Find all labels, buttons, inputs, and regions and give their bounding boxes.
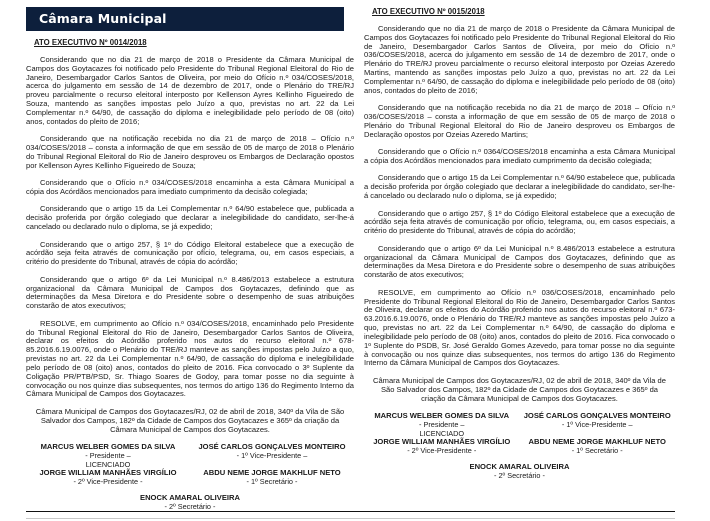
signature-1st-secretary	[520, 438, 676, 455]
signature-2nd-secretary	[364, 463, 675, 480]
signature-2nd-vice-president	[364, 438, 520, 455]
signature-note: LICENCIADO	[419, 428, 465, 438]
signature-president	[26, 443, 190, 469]
signatures	[364, 412, 675, 455]
section-title: Câmara Municipal	[39, 11, 167, 26]
act-title: ATO EXECUTIVO Nº 0014/2018	[34, 38, 147, 47]
act-paragraph: Considerando que na notificação recebida no dia 21 de março de 2018 – Ofício n.º 034/COSES/2018 – consta a informação de que em sessão de 05 de março de 2018 o Plenário do Tribunal Regional Eleitoral do Rio de Janeiro desproveu os Embargos de Declaração opostos por Kellenson Ayres Kellinho Figueiredo de Souza;	[26, 134, 354, 170]
signature-name: ENOCK AMARAL OLIVEIRA	[140, 492, 240, 502]
divider-rule-light	[26, 518, 675, 519]
signature-role: - 2º Secretário -	[494, 470, 545, 480]
act-paragraph: Considerando que o artigo 15 da Lei Complementar n.º 64/90 estabelece que, publicada a decisão proferida por órgão colegiado que declarar a inelegibilidade do candidato, ser-lhe-á cancelado ou declarado nulo o diploma, se já expedido;	[26, 204, 354, 232]
signature-role: - Presidente –	[419, 420, 465, 430]
signature-role: - 1º Secretário -	[571, 446, 623, 456]
signature-1st-secretary	[190, 469, 354, 486]
act-column-0014	[26, 39, 354, 511]
act-closing: Câmara Municipal de Campos dos Goytacazes/RJ, 02 de abril de 2018, 340º da Vila de São Salvador dos Campos, 182º da Cidade de Campos dos Goytacazes e 365º da criação da Câmara Municipal de Campos dos Goytacazes.	[35, 406, 345, 434]
signature-role: - Presidente –	[85, 451, 131, 461]
act-paragraph: Considerando que o Ofício n.º 0364/COSES/2018 encaminha a esta Câmara Municipal a cópia dos Acórdãos mencionados para imediato cumprimento da decisão colegiada;	[364, 147, 675, 165]
signature-president	[364, 412, 520, 438]
act-column-0015	[364, 8, 675, 480]
signature-role: - 1º Vice-Presidente –	[561, 420, 633, 430]
signature-name: ENOCK AMARAL OLIVEIRA	[469, 461, 570, 471]
signature-name: MARCUS WELBER GOMES DA SILVA	[40, 442, 176, 452]
act-resolution: RESOLVE, em cumprimento ao Ofício n.º 034/COSES/2018, encaminhado pelo Presidente do Tribunal Regional Eleitoral do Rio de Janeiro, Desembargador Carlos Santos de Oliveira, declarar os efeitos do Acórdão proferido nos autos do recurso eleitoral n.º 678-85.2016.6.19.0076, onde o Plenário do TRE/RJ manteve as sanções impostas pelo Juízo a quo, previstas no art. 22 da Lei Complementar n.º 64/90, de cassação do diploma e inelegibilidade pelo período de 08 (oito) anos, contados do pleito de 2016. Fica convocado o 3º Suplente da Coligação PR/PTB/PSD, Sr. Thiago Soares de Godoy, para tomar posse no dia seguinte à convocação ou nos quinze dias subsequentes, nos termos do artigo 136 do Regimento Interno da Câmara Municipal de Campos dos Goytacazes.	[26, 318, 354, 399]
act-paragraph: Considerando que no dia 21 de março de 2018 o Presidente da Câmara Municipal de Campos dos Goytacazes foi notificado pelo Presidente do Tribunal Regional Eleitoral do Rio de Janeiro, Desembargador Carlos Santos de Oliveira, por meio do Ofício n.º 036/COSES/2018, acerca do julgamento em sessão de 14 de dezembro de 2017, onde o Plenário do TRE/RJ proveu parcialmente o recurso eleitoral interposto por Ozeias Azeredo Martins, mantendo as sanções impostas pelo Juízo a quo, previstas no art. 22 da Lei Complementar n.º 64/90, de cassação do diploma e inelegibilidade pelo período de 08 (oito) anos, contados do pleito de 2016;	[364, 23, 675, 95]
signature-role: - 1º Secretário -	[246, 477, 298, 487]
signature-name: JOSÉ CARLOS GONÇALVES MONTEIRO	[198, 442, 346, 452]
signature-role: - 1º Vice-Presidente –	[236, 451, 308, 461]
divider-rule	[26, 511, 675, 512]
signature-role: - 2º Secretário -	[164, 501, 216, 511]
act-title: ATO EXECUTIVO Nº 0015/2018	[372, 7, 485, 16]
act-resolution: RESOLVE, em cumprimento ao Ofício n.º 036/COSES/2018, encaminhado pelo Presidente do Tribunal Regional Eleitoral do Rio de Janeiro, Desembargador Carlos Santos de Oliveira, declarar os efeitos do Acórdão proferido nos autos do recurso eleitoral n.º 673-63.2016.6.19.0076, onde o Plenário do TRE/RJ manteve as sanções impostas pelo Juízo a quo, previstas no art. 22 da Lei Complementar n.º 64/90, de cassação do diploma e inelegibilidade pelo período de 08 (oito) anos, contados do pleito de 2016. Fica convocado o 1º Suplente do PSDB, Sr. José Geraldo Gomes Azevedo, para tomar posse no dia seguinte à convocação ou nos quinze dias subsequentes, nos termos do artigo 136 do Regimento Interno da Câmara Municipal de Campos dos Goytacazes.	[364, 287, 675, 368]
signature-2nd-secretary	[26, 494, 354, 511]
act-paragraph: Considerando que o artigo 6º da Lei Municipal n.º 8.486/2013 estabelece a estrutura organizacional da Câmara Municipal de Campos dos Goytacazes, definindo que as determinações da Mesa Diretora e do Presidente sobre o desempenho de suas atribuições constarão de atos executivos;	[364, 243, 675, 280]
act-paragraph: Considerando que o artigo 257, § 1º do Código Eleitoral estabelece que a execução de acórdão seja feita através de comunicação por ofício, telegrama, ou, em casos especiais, a critério do presidente do Tribunal, através de cópia do acórdão;	[364, 208, 675, 236]
act-closing: Câmara Municipal de Campos dos Goytacazes/RJ, 02 de abril de 2018, 340º da Vila de São Salvador dos Campos, 182º da Cidade de Campos dos Goytacazes e 365º da criação da Câmara Municipal de Campos dos Goytacazes.	[373, 375, 666, 403]
signature-name: MARCUS WELBER GOMES DA SILVA	[374, 411, 510, 421]
act-paragraph: Considerando que o artigo 257, § 1º do Código Eleitoral estabelece que a execução de acórdão seja feita através de comunicação por ofício, telegrama, ou, em casos especiais, a critério do presidente do Tribunal, através de cópia do acórdão;	[26, 239, 354, 267]
signature-1st-vice-president	[520, 412, 676, 438]
signature-name: ABDU NEME JORGE MAKHLUF NETO	[528, 437, 666, 447]
act-paragraph: Considerando que o Ofício n.º 034/COSES/2018 encaminha a esta Câmara Municipal a cópia dos Acórdãos mencionados para imediato cumprimento da decisão colegiada;	[26, 178, 354, 196]
signature-1st-vice-president	[190, 443, 354, 469]
section-header	[26, 7, 344, 31]
signature-name: JOSÉ CARLOS GONÇALVES MONTEIRO	[523, 411, 671, 421]
signature-name: ABDU NEME JORGE MAKHLUF NETO	[203, 468, 341, 478]
signatures	[26, 443, 354, 486]
signature-role: - 2º Vice-Presidente -	[407, 446, 477, 456]
signature-2nd-vice-president	[26, 469, 190, 486]
act-paragraph: Considerando que na notificação recebida no dia 21 de março de 2018 – Ofício n.º 036/COSES/2018 – consta a informação de que em sessão de 05 de março de 2018 o Plenário do Tribunal Regional Eleitoral do Rio de Janeiro desproveu os Embargos de Declaração opostos por Ozeias Azeredo Martins;	[364, 103, 675, 139]
act-paragraph: Considerando que o artigo 6º da Lei Municipal n.º 8.486/2013 estabelece a estrutura organizacional da Câmara Municipal de Campos dos Goytacazes, definindo que as determinações da Mesa Diretora e do Presidente sobre o desempenho de suas atribuições constarão de atos executivos;	[26, 274, 354, 311]
signature-note: LICENCIADO	[85, 459, 131, 469]
signature-name: JORGE WILLIAM MANHÃES VIRGÍLIO	[39, 468, 177, 478]
signature-name: JORGE WILLIAM MANHÃES VIRGÍLIO	[373, 437, 511, 447]
signature-role: - 2º Vice-Presidente -	[73, 477, 143, 487]
act-paragraph: Considerando que no dia 21 de março de 2018 o Presidente da Câmara Municipal de Campos dos Goytacazes foi notificado pelo Presidente do Tribunal Regional Eleitoral do Rio de Janeiro, Desembargador Carlos Santos de Oliveira, por meio do Ofício n.º 034/COSES/2018, acerca do julgamento em sessão de 14 de dezembro de 2017, onde o Plenário do TRE/RJ proveu parcialmente o recurso eleitoral interposto por Kellenson Ayres Kellinho Figueiredo de Souza, mantendo as sanções impostas pelo Juízo a quo, previstas no art. 22 da Lei Complementar n.º 64/90, de cassação do diploma e inelegibilidade pelo período de 08 (oito) anos, contados do pleito de 2016;	[26, 54, 354, 126]
act-paragraph: Considerando que o artigo 15 da Lei Complementar n.º 64/90 estabelece que, publicada a decisão proferida por órgão colegiado que declarar a inelegibilidade do candidato, ser-lhe-á cancelado ou declarado nulo o diploma, se já expedido;	[364, 173, 675, 201]
